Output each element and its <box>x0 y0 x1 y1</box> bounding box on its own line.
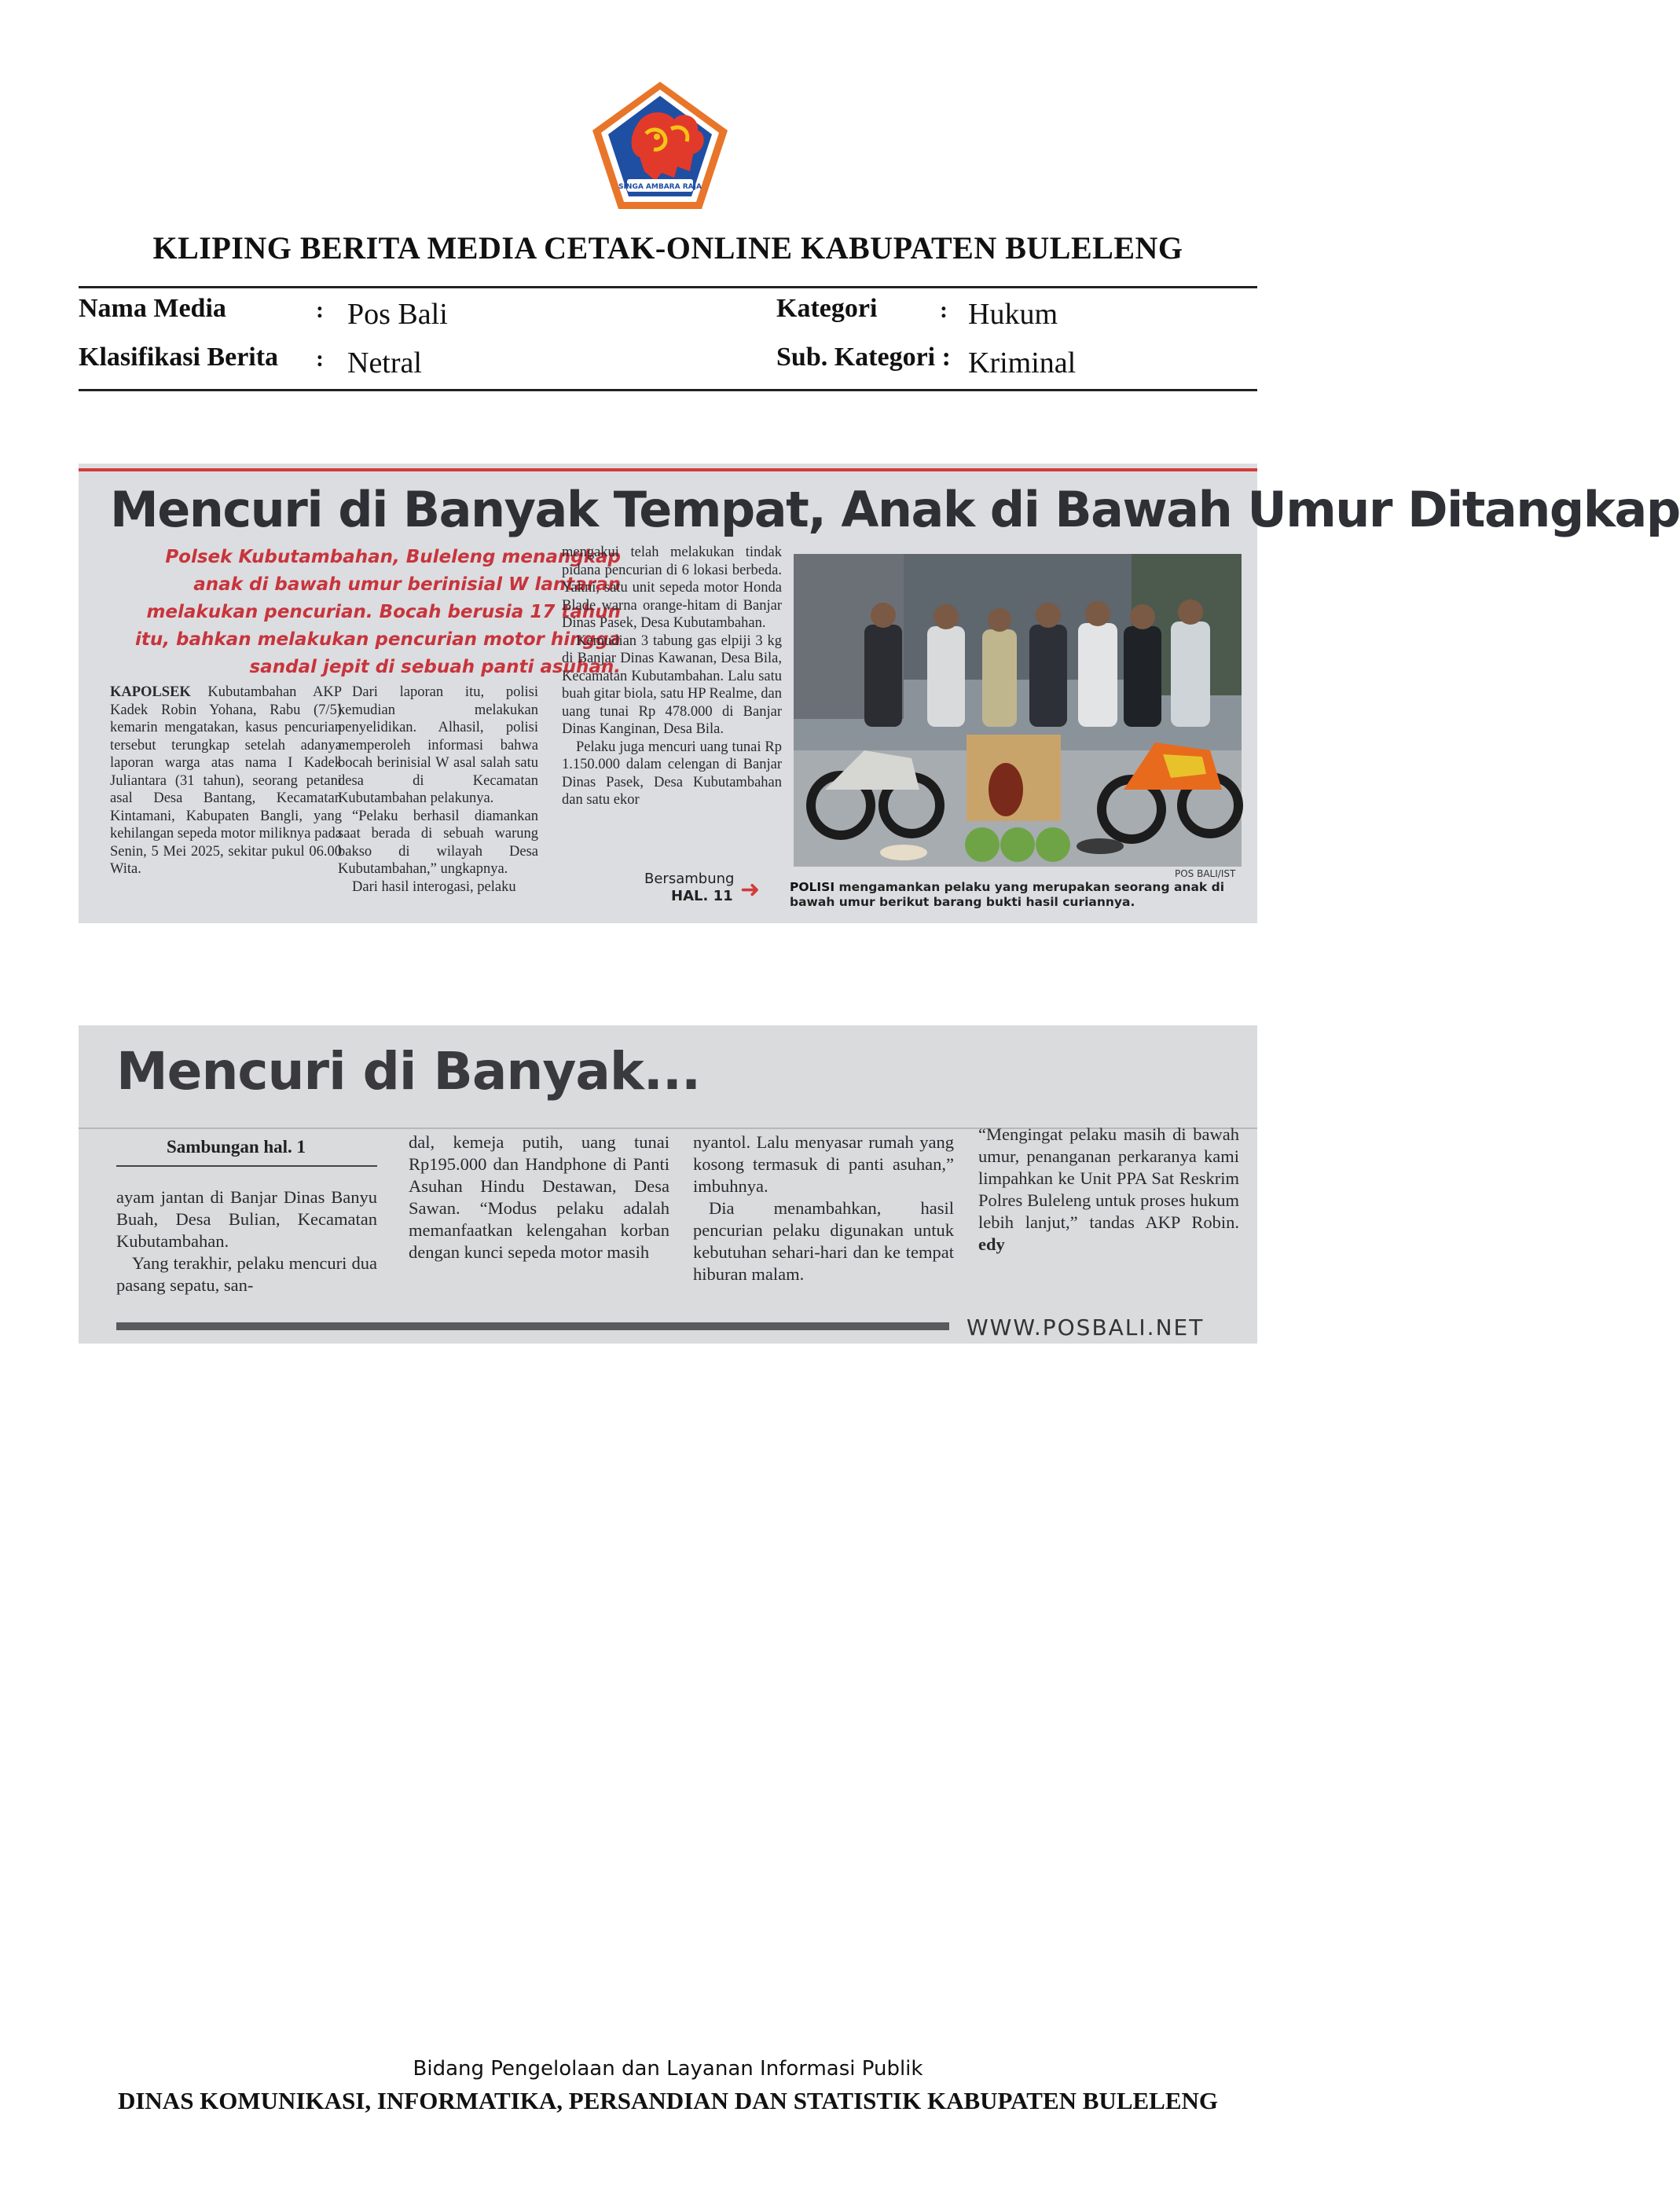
news-clipping-continuation <box>79 1025 1257 1344</box>
kategori-colon: : <box>940 297 948 323</box>
continuation-label-rule <box>116 1165 377 1167</box>
continuation-column-3-p2: Dia menambahkan, hasil pencurian pelaku digunakan untuk kebutuhan sehari-hari dan ke tempat hiburan malam. <box>693 1198 954 1284</box>
article-lead-word: KAPOLSEK <box>110 684 191 700</box>
photo-credit: POS BALI/IST <box>1175 868 1236 879</box>
article-column-3-p2: Kemudian 3 tabung gas elpiji 3 kg di Banjar Dinas Kawanan, Desa Bila, Kecamatan Kubutambahan. Lalu satu buah gitar biola, satu HP Realme, dan uang tunai Rp 478.000 di Banjar Dinas Kanginan, Desa Bila. <box>562 632 782 737</box>
article-author: edy <box>978 1234 1005 1254</box>
photo-caption-text: mengamankan pelaku yang merupakan seorang anak di bawah umur berikut barang bukti hasil curiannya. <box>790 880 1225 909</box>
article-column-2 <box>338 684 538 896</box>
article-column-3-p3: Pelaku juga mencuri uang tunai Rp 1.150.000 dalam celengan di Banjar Dinas Pasek, Desa Kubutambahan dan satu ekor <box>562 739 782 808</box>
article-column-1-text: Kubutambahan AKP Kadek Robin Yohana, Rabu (7/5) kemarin mengatakan, kasus pencurian tersebut terungkap setelah adanya laporan warga atas nama I Kadek Juliantara (31 tahun), seorang petani asal Desa Bantang, Kecamatan Kintamani, Kabupaten Bangli, yang kehilangan sepeda motor miliknya pada Senin, 5 Mei 2025, sekitar pukul 06.00 Wita. <box>110 684 343 877</box>
continuation-column-2: dal, kemeja putih, uang tunai Rp195.000 dan Handphone di Panti Asuhan Hindu Destawan, Desa Sawan. “Modus pelaku adalah memanfaatkan kelengahan korban dengan kunci sepeda motor masih <box>409 1132 669 1262</box>
article-column-1 <box>110 684 342 878</box>
footer-department-name: DINAS KOMUNIKASI, INFORMATIKA, PERSANDIAN DAN STATISTIK KABUPATEN BULELENG <box>117 2087 1219 2114</box>
footer-unit-name: Bidang Pengelolaan dan Layanan Informasi Publik <box>413 2057 923 2081</box>
continuation-bottom-bar <box>116 1322 949 1330</box>
photo-caption <box>790 880 1249 910</box>
clipping-lead: Polsek Kubutambahan, Buleleng menangkap anak di bawah umur berinisial W lantaran melakukan pencurian. Bocah berusia 17 tahun itu, bahkan melakukan pencurian motor hingga sandal jepit di sebuah panti asuhan. <box>135 547 621 677</box>
continuation-column-3-p1: nyantol. Lalu menyasar rumah yang kosong termasuk di panti asuhan,” imbuhnya. <box>693 1132 954 1196</box>
sub-kategori-label: Sub. Kategori : <box>776 343 951 372</box>
arrow-right-icon: ➜ <box>740 876 761 904</box>
newspaper-website: WWW.POSBALI.NET <box>967 1314 1205 1340</box>
continuation-column-4 <box>978 1124 1239 1256</box>
article-column-2-p3: Dari hasil interogasi, pelaku <box>352 878 516 895</box>
klasifikasi-colon: : <box>316 346 324 372</box>
kategori-value: Hukum <box>968 298 1058 331</box>
continuation-from-label: Sambungan hal. 1 <box>167 1137 306 1157</box>
article-column-2-p1: Dari laporan itu, polisi kemudian melakukan penyelidikan. Alhasil, polisi memperoleh informasi bahwa bocah berinisial W asal salah satu desa di Kecamatan Kubutambahan pelakunya. <box>338 684 538 806</box>
clipping-top-red-rule <box>79 468 1257 471</box>
continued-label: Bersambung <box>644 871 735 887</box>
kategori-label: Kategori <box>776 294 878 323</box>
news-photo <box>794 554 1242 867</box>
sub-kategori-value: Kriminal <box>968 346 1077 380</box>
article-column-3 <box>562 544 782 809</box>
header-rule-top <box>79 286 1257 288</box>
continued-note <box>644 871 734 905</box>
continuation-column-3 <box>693 1131 954 1285</box>
photo-caption-lead: POLISI <box>790 880 835 894</box>
nama-media-label: Nama Media <box>79 294 226 323</box>
header-rule-bottom <box>79 389 1257 391</box>
klasifikasi-label: Klasifikasi Berita <box>79 343 279 372</box>
page-title: KLIPING BERITA MEDIA CETAK-ONLINE KABUPATEN BULELENG <box>152 230 1183 266</box>
continuation-column-4-text: “Mengingat pelaku masih di bawah umur, penanganan perkaranya kami limpahkan ke Unit PPA Sat Reskrim Polres Buleleng untuk proses hukum lebih lanjut,” tandas AKP Robin. <box>978 1124 1239 1232</box>
nama-media-value: Pos Bali <box>347 298 448 331</box>
continued-page: HAL. 11 <box>671 888 733 904</box>
continuation-column-1-p1: ayam jantan di Banjar Dinas Banyu Buah, Desa Bulian, Kecamatan Kubutambahan. <box>116 1187 377 1251</box>
continuation-headline: Mencuri di Banyak... <box>116 1041 701 1102</box>
buleleng-logo <box>589 79 731 212</box>
news-clipping-front-page <box>79 464 1680 923</box>
nama-media-colon: : <box>316 297 324 323</box>
klasifikasi-value: Netral <box>347 346 422 380</box>
article-column-3-p1: mengakui telah melakukan tindak pidana pencurian di 6 lokasi berbeda. Yakni, satu unit sepeda motor Honda Blade warna orange-hitam di Banjar Dinas Pasek, Desa Kubutambahan. <box>562 544 782 631</box>
continuation-column-1-p2: Yang terakhir, pelaku mencuri dua pasang sepatu, san- <box>116 1253 377 1295</box>
continuation-column-1 <box>116 1186 377 1296</box>
article-column-2-p2: “Pelaku berhasil diamankan saat berada di sebuah warung bakso di wilayah Desa Kubutambahan,” ungkapnya. <box>338 808 538 877</box>
clipping-headline: Mencuri di Banyak Tempat, Anak di Bawah Umur Ditangkap <box>110 481 1680 538</box>
logo-motto: SINGA AMBARA RAJA <box>618 183 702 191</box>
